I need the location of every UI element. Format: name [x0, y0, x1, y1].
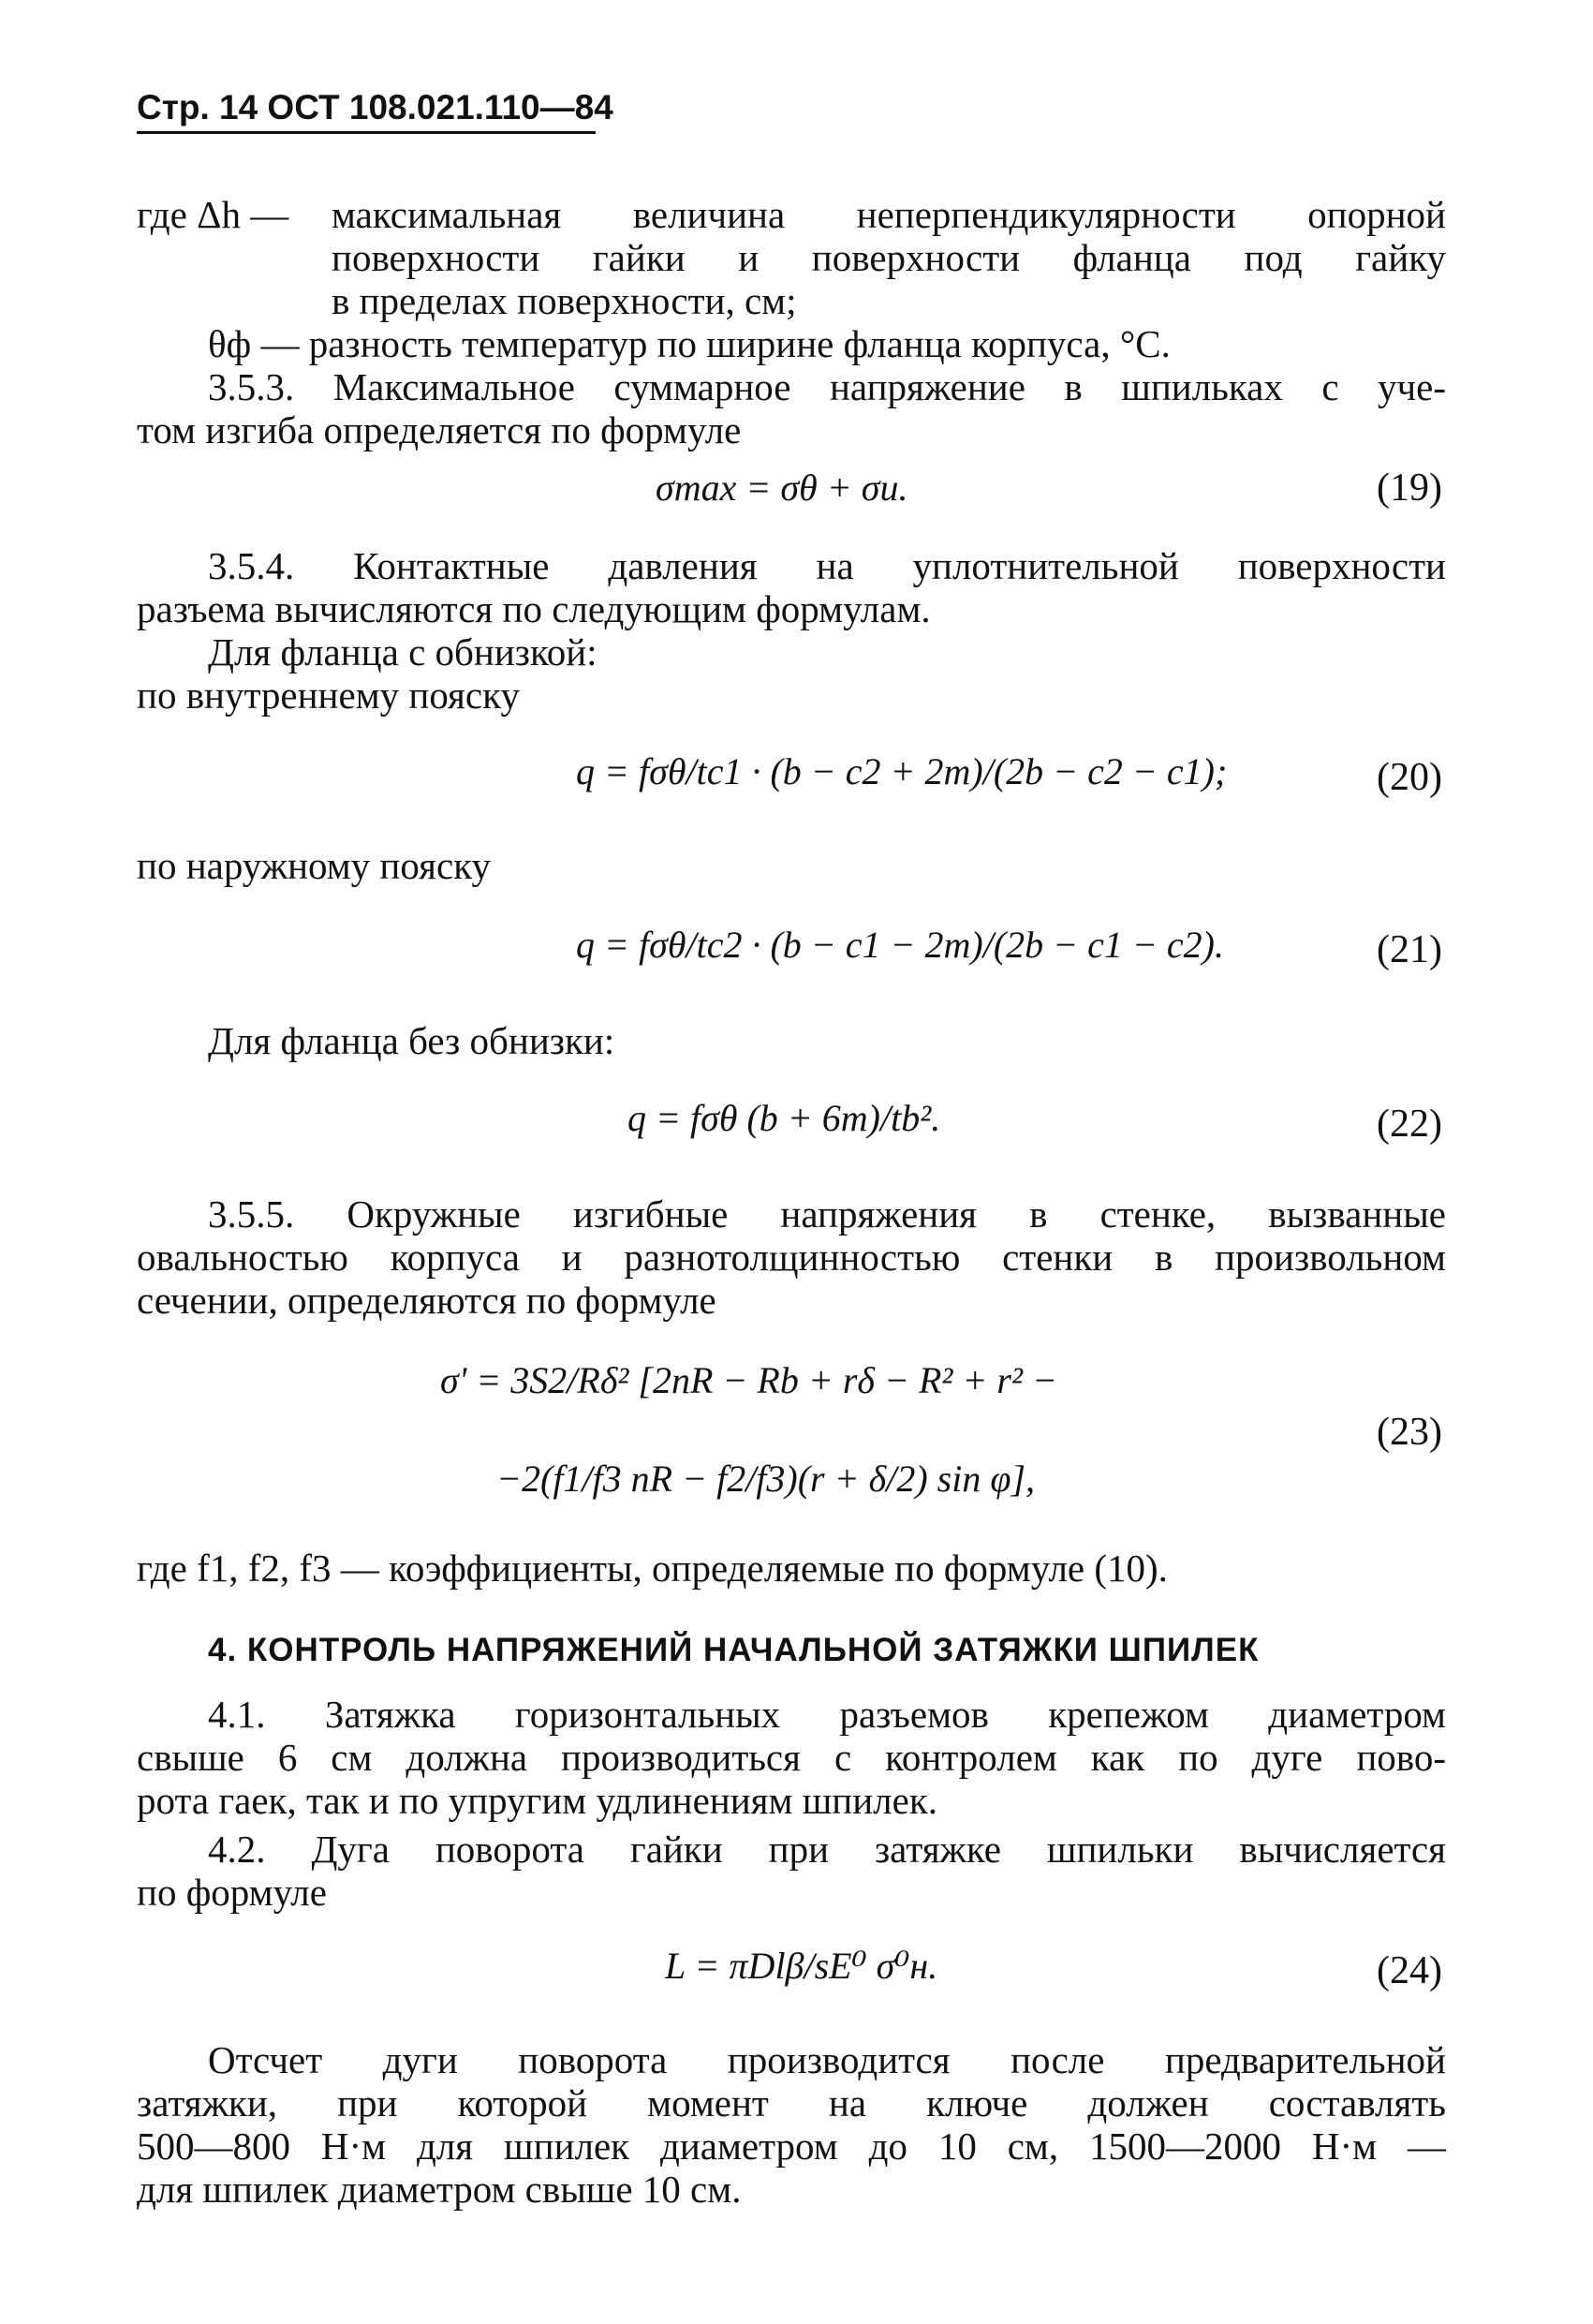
- final-line1: Отсчет дуги поворота производится после предварительной: [208, 2038, 1446, 2081]
- dh-line3: в пределах поверхности, см;: [332, 279, 797, 322]
- coef-line: где f1, f2, f3 — коэффициенты, определяемые по формуле (10).: [137, 1547, 1168, 1590]
- final-line4: для шпилек диаметром свыше 10 см.: [137, 2168, 742, 2211]
- eq23-number: (23): [1377, 1411, 1442, 1454]
- s41-line3: рота гаек, так и по упругим удлинениям шпилек.: [137, 1779, 938, 1822]
- page-header: Стр. 14 ОСТ 108.021.110—84: [137, 88, 613, 126]
- equation-20: [576, 749, 1227, 793]
- s353-line2: том изгиба определяется по формуле: [137, 408, 742, 451]
- eq22-number: (22): [1377, 1103, 1442, 1146]
- no-recess-label: Для фланца без обнизки:: [208, 1019, 615, 1062]
- s353-line1: 3.5.3. Максимальное суммарное напряжение в шпильках с уче-: [208, 365, 1446, 408]
- eq19-text: σmax = σθ + σи.: [656, 466, 908, 509]
- eq24-text: L = πDlβ/sE⁰ σ⁰н.: [665, 1945, 938, 1987]
- s354-line3: Для фланца с обнизкой:: [208, 630, 597, 674]
- s354-line4: по внутреннему пояску: [137, 674, 520, 717]
- s41-line1: 4.1. Затяжка горизонтальных разъемов крепежом диаметром: [208, 1693, 1446, 1736]
- equation-19: [656, 466, 907, 510]
- dh-line1: максимальная величина неперпендикулярности опорной: [332, 193, 1446, 236]
- equation-22: [627, 1096, 940, 1140]
- section-4-title: 4. КОНТРОЛЬ НАПРЯЖЕНИЙ НАЧАЛЬНОЙ ЗАТЯЖКИ ШПИЛЕК: [208, 1632, 1260, 1668]
- outer-label: по наружному пояску: [137, 844, 491, 887]
- equation-21: [576, 923, 1224, 967]
- eq22-text: q = fσθ (b + 6m)/tb².: [627, 1097, 941, 1139]
- s42-line2: по формуле: [137, 1871, 327, 1914]
- s354-line1: 3.5.4. Контактные давления на уплотнительной поверхности: [208, 544, 1446, 587]
- eq19-number: (19): [1377, 466, 1442, 510]
- dh-line2: поверхности гайки и поверхности фланца под гайку: [332, 236, 1446, 279]
- eq21-text: q = fσθ/tc2 · (b − c1 − 2m)/(2b − c1 − c2).: [576, 924, 1224, 966]
- theta-para: θф — разность температур по ширине фланца корпуса, °С.: [208, 322, 1171, 365]
- dh-prefix: где Δh —: [137, 193, 289, 236]
- s355-line3: сечении, определяются по формуле: [137, 1279, 716, 1322]
- eq20-number: (20): [1377, 756, 1442, 799]
- s41-line2: свыше 6 см должна производиться с контролем как по дуге пово-: [137, 1736, 1446, 1779]
- eq23-line2: −2(f1/f3 nR − f2/f3)(r + δ/2) sin φ],: [496, 1458, 1036, 1500]
- eq21-number: (21): [1377, 928, 1442, 971]
- equation-24: [665, 1944, 937, 1988]
- s355-line1: 3.5.5. Окружные изгибные напряжения в стенке, вызванные: [208, 1192, 1446, 1236]
- s354-line2: разъема вычисляются по следующим формулам.: [137, 587, 931, 630]
- final-line3: 500—800 Н·м для шпилек диаметром до 10 см, 1500—2000 Н·м —: [137, 2124, 1446, 2168]
- eq24-number: (24): [1377, 1949, 1442, 1992]
- final-line2: затяжки, при которой момент на ключе должен составлять: [137, 2081, 1446, 2124]
- s355-line2: овальностью корпуса и разнотолщинностью стенки в произвольном: [137, 1236, 1446, 1279]
- s42-line1: 4.2. Дуга поворота гайки при затяжке шпильки вычисляется: [208, 1828, 1446, 1871]
- eq20-text: q = fσθ/tc1 · (b − c2 + 2m)/(2b − c2 − c1);: [576, 750, 1228, 792]
- header-underline: [137, 131, 596, 134]
- eq23-line1: σ' = 3S2/Rδ² [2nR − Rb + rδ − R² + r² −: [440, 1359, 1057, 1401]
